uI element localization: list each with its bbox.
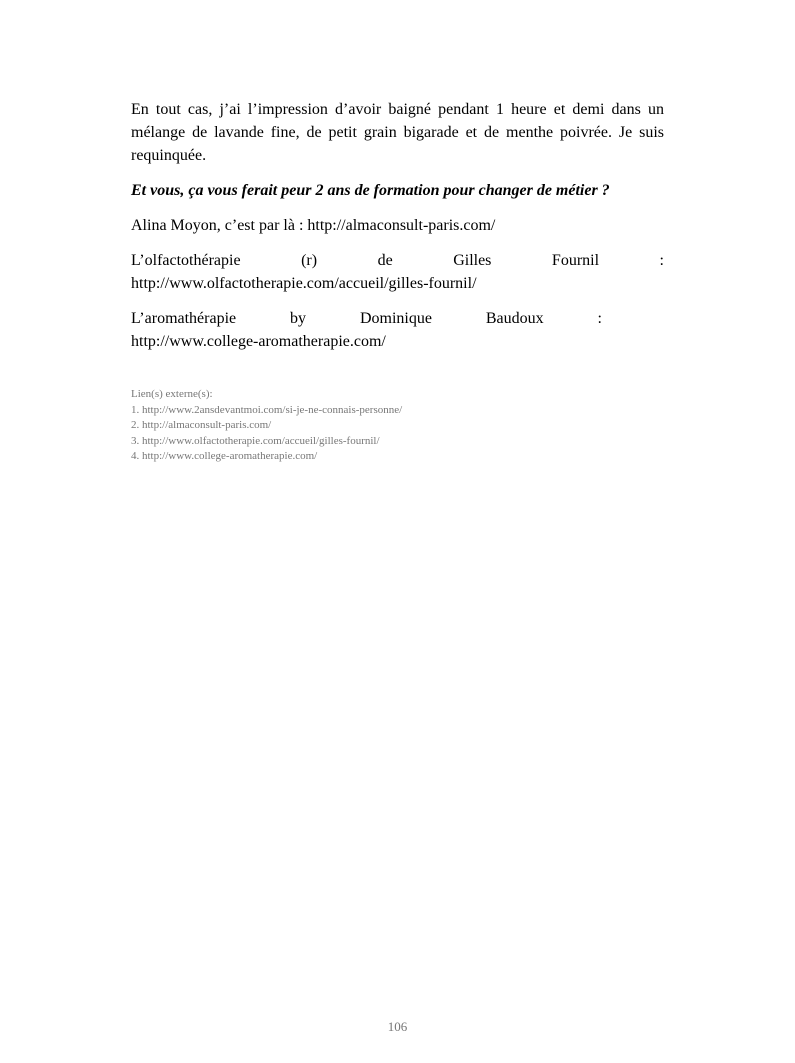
aromatherapie-link[interactable]: http://www.college-aromatherapie.com/ — [131, 333, 386, 350]
external-link-item[interactable]: 1. http://www.2ansdevantmoi.com/si-je-ne-connais-personne/ — [131, 403, 403, 416]
page-body — [131, 98, 664, 365]
olfactotherapie-paragraph — [131, 249, 664, 295]
external-links-block — [131, 387, 664, 465]
olfactotherapie-line-1: L’olfactothérapie (r) de Gilles Fournil : — [131, 252, 664, 269]
intro-paragraph: En tout cas, j’ai l’impression d’avoir baigné pendant 1 heure et demi dans un mélange de lavande fine, de petit grain bigarade et de menthe poivrée. Je suis requinquée. — [131, 101, 664, 164]
alina-paragraph: Alina Moyon, c’est par là : http://almaconsult-paris.com/ — [131, 217, 496, 234]
external-link-item[interactable]: 2. http://almaconsult-paris.com/ — [131, 419, 272, 431]
aromatherapie-paragraph — [131, 307, 664, 353]
external-link-item[interactable]: 3. http://www.olfactotherapie.com/accueil/gilles-fournil/ — [131, 434, 380, 447]
question-heading: Et vous, ça vous ferait peur 2 ans de formation pour changer de métier ? — [131, 182, 610, 199]
olfactotherapie-link[interactable]: http://www.olfactotherapie.com/accueil/gilles-fournil/ — [131, 275, 477, 292]
page-number: 106 — [387, 1019, 408, 1034]
external-link-item[interactable]: 4. http://www.college-aromatherapie.com/ — [131, 450, 318, 462]
aromatherapie-line-1: L’aromathérapie by Dominique Baudoux : — [131, 310, 602, 327]
external-links-heading: Lien(s) externe(s): — [131, 388, 213, 400]
